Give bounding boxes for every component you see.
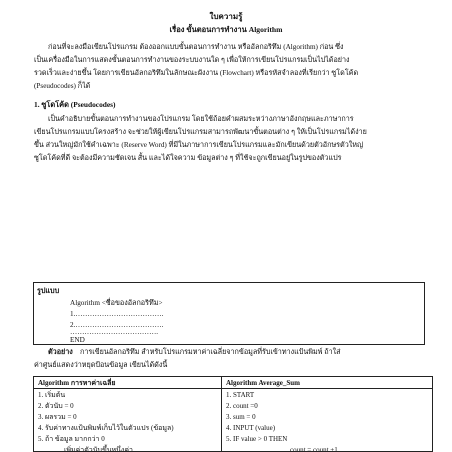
format-line-4: ………………………………. (70, 328, 159, 336)
format-line-3: 2.………………………………. (70, 321, 164, 329)
english-algorithm-header: Algorithm Average_Sum (226, 379, 300, 387)
thai-step-5a: เพิ่มค่าตัวนับขึ้นหนึ่งค่า (64, 446, 133, 452)
format-line-5: END (70, 336, 85, 344)
thai-step-2: 2. ตัวนับ = 0 (38, 402, 74, 410)
algorithm-table (33, 376, 433, 452)
thai-algorithm-header: Algorithm การหาค่าเฉลี่ย (38, 379, 116, 387)
thai-step-4: 4. รับค่าทางแป้นพิมพ์เก็บไว้ในตัวแปร (ข้อมูล) (38, 424, 174, 432)
section-1-line-4: ซูโดโค้ดที่ดี จะต้องมีความชัดเจน สั้น และได้ใจความ ข้อมูลต่าง ๆ ที่ใช้จะถูกเขียนอยู่ในรูปของตัวแปร (34, 154, 342, 162)
intro-line-2: เป็นเครื่องมือในการแสดงขั้นตอนการทำงานของระบบงานใด ๆ เพื่อให้การเขียนโปรแกรมเป็นไปได้อย่าง (34, 56, 350, 64)
example-label: ตัวอย่าง (48, 348, 73, 356)
thai-step-1: 1. เริ่มต้น (38, 391, 66, 399)
intro-line-4: (Pseudocodes) ก็ได้ (34, 82, 91, 90)
english-algorithm-column (222, 377, 432, 451)
format-line-2: 1.………………………………. (70, 310, 164, 318)
english-step-5a: count = count +1 (290, 446, 338, 452)
thai-step-5: 5. ถ้า ข้อมูล มากกว่า 0 (38, 435, 105, 443)
example-line-1: การเขียนอัลกอริทึม สำหรับโปรแกรมหาค่าเฉลี่ยจากข้อมูลที่รับเข้าทางแป้นพิมพ์ ถ้าใส่ (80, 348, 341, 356)
document-title: ใบความรู้ (209, 12, 243, 21)
section-1-line-1: เป็นคำอธิบายขั้นตอนการทำงานของโปรแกรม โดยใช้ถ้อยคำผสมระหว่างภาษาอังกฤษและภาษาการ (48, 115, 354, 123)
english-step-5: 5. IF value > 0 THEN (226, 435, 288, 443)
section-1-heading: 1. ซูโดโค้ด (Pseudocodes) (34, 100, 116, 109)
section-1-line-2: เขียนโปรแกรมแบบโครงสร้าง จะช่วยให้ผู้เขียนโปรแกรมสามารถพัฒนาขั้นตอนต่าง ๆ ให้เป็นโปรแกรมได้ง่าย (34, 128, 367, 136)
document-subtitle: เรื่อง ขั้นตอนการทำงาน Algorithm (169, 25, 283, 34)
example-line-2: ค่าศูนย์แสดงว่าหยุดป้อนข้อมูล เขียนได้ดังนี้ (34, 361, 168, 369)
english-step-1: 1. START (226, 391, 255, 399)
format-box (33, 282, 425, 345)
thai-algorithm-column (34, 377, 221, 451)
english-step-4: 4. INPUT (value) (226, 424, 276, 432)
section-1-line-3: ขึ้น ส่วนใหญ่มักใช้คำเฉพาะ (Reserve Word) ที่มีในภาษาการเขียนโปรแกรมและมักเขียนด้วยตัวอักษรตัวใหญ่ (34, 141, 364, 149)
format-line-1: Algorithm <ชื่อของอัลกอริทึม> (70, 299, 163, 307)
english-step-3: 3. sum = 0 (226, 413, 256, 421)
intro-line-1: ก่อนที่จะลงมือเขียนโปรแกรม ต้องออกแบบขั้นตอนการทำงาน หรืออัลกอริทึม (Algorithm) ก่อน ซึ่ง (48, 43, 344, 51)
thai-step-3: 3. ผลรวม = 0 (38, 413, 77, 421)
intro-line-3: รวดเร็วและง่ายขึ้น โดยการเขียนอัลกอริทึมในลักษณะผังงาน (Flowchart) หรือรหัสจำลองที่เรียกว่า ซูโดโค้ด (34, 69, 359, 77)
format-label: รูปแบบ (37, 287, 60, 295)
english-step-2: 2. count =0 (226, 402, 258, 410)
